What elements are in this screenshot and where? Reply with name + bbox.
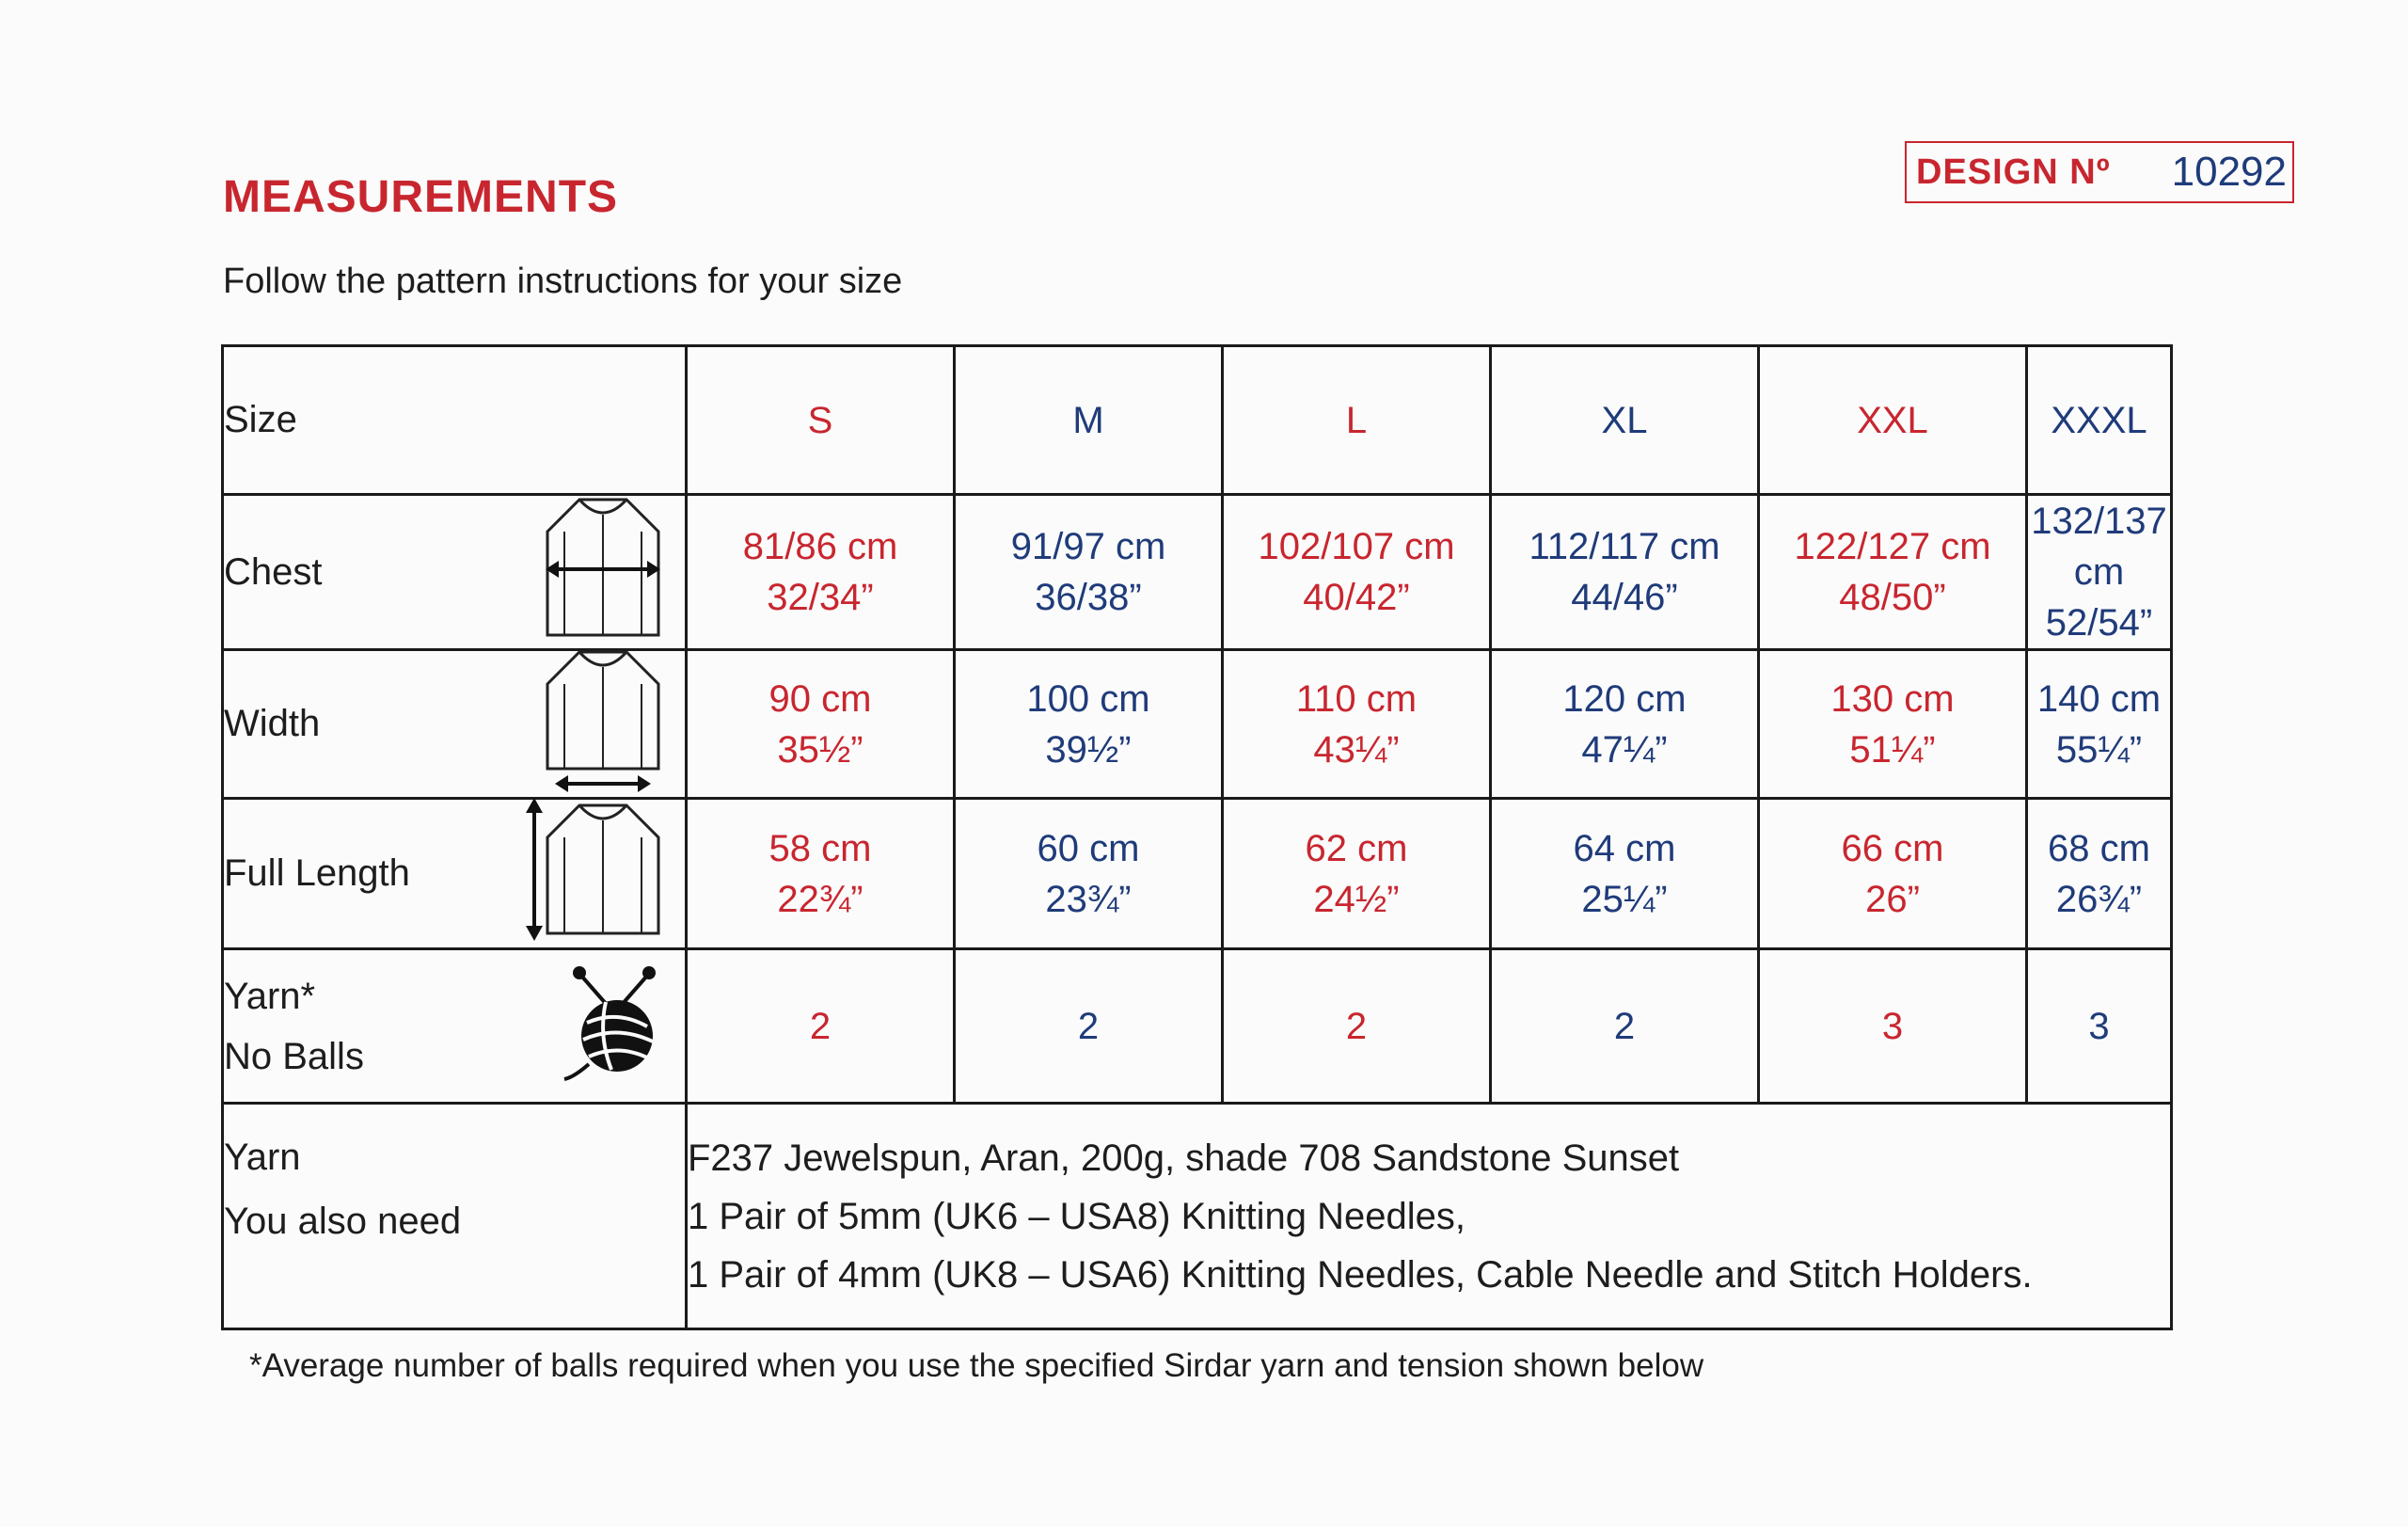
balls-m: 2 (955, 949, 1223, 1104)
yarn-ball-needles-icon (561, 961, 664, 1092)
width-row (223, 650, 2172, 799)
length-row (223, 799, 2172, 949)
width-label: Width (224, 703, 321, 744)
design-number-box (1905, 141, 2294, 203)
width-xxxl: 140 cm 55¼” (2027, 650, 2172, 799)
subtitle: Follow the pattern instructions for your size (223, 262, 903, 301)
balls-xxl: 3 (1759, 949, 2027, 1104)
length-label: Full Length (224, 852, 410, 894)
length-s: 58 cm 22¾” (687, 799, 955, 949)
balls-label-line2: No Balls (224, 1035, 364, 1077)
balls-xl: 2 (1491, 949, 1759, 1104)
width-xl: 120 cm 47¼” (1491, 650, 1759, 799)
balls-row (223, 949, 2172, 1104)
yarn-line-2: 1 Pair of 5mm (UK6 – USA8) Knitting Needles, (688, 1195, 1466, 1237)
length-xl: 64 cm 25¼” (1491, 799, 1759, 949)
size-row (223, 346, 2172, 495)
size-s: S (687, 346, 955, 495)
width-s: 90 cm 35½” (687, 650, 955, 799)
size-m: M (955, 346, 1223, 495)
chest-label: Chest (224, 550, 323, 593)
measurements-table (221, 344, 2173, 1330)
balls-xxxl: 3 (2027, 949, 2172, 1104)
length-m: 60 cm 23¾” (955, 799, 1223, 949)
length-l: 62 cm 24½” (1223, 799, 1491, 949)
balls-l: 2 (1223, 949, 1491, 1104)
yarn-details (687, 1104, 2172, 1329)
chest-xxl: 122/127 cm 48/50” (1759, 495, 2027, 650)
yarn-line-1: F237 Jewelspun, Aran, 200g, shade 708 Sandstone Sunset (688, 1137, 1680, 1179)
width-m: 100 cm 39½” (955, 650, 1223, 799)
size-l: L (1223, 346, 1491, 495)
yarn-row (223, 1104, 2172, 1329)
chest-row (223, 495, 2172, 650)
design-number: 10292 (2171, 149, 2287, 195)
length-xxxl: 68 cm 26¾” (2027, 799, 2172, 949)
length-xxl: 66 cm 26” (1759, 799, 2027, 949)
sweater-length-icon (523, 796, 664, 952)
balls-s: 2 (687, 949, 955, 1104)
chest-xxxl: 132/137 cm 52/54” (2027, 495, 2172, 650)
chest-m: 91/97 cm 36/38” (955, 495, 1223, 650)
page-title: MEASUREMENTS (223, 172, 619, 222)
chest-l: 102/107 cm 40/42” (1223, 495, 1491, 650)
also-need-label: You also need (224, 1201, 462, 1242)
size-xxl: XXL (1759, 346, 2027, 495)
chest-xl: 112/117 cm 44/46” (1491, 495, 1759, 650)
footnote: *Average number of balls required when you use the specified Sirdar yarn and tension shown below (249, 1347, 1704, 1384)
balls-label-line1: Yarn* (224, 975, 316, 1017)
yarn-label: Yarn (224, 1137, 301, 1178)
sweater-width-icon (542, 646, 664, 803)
yarn-line-3: 1 Pair of 4mm (UK8 – USA6) Knitting Needles, Cable Needle and Stitch Holders. (688, 1253, 2033, 1296)
size-xxxl: XXXL (2027, 346, 2172, 495)
chest-s: 81/86 cm 32/34” (687, 495, 955, 650)
size-xl: XL (1491, 346, 1759, 495)
width-xxl: 130 cm 51¼” (1759, 650, 2027, 799)
width-l: 110 cm 43¼” (1223, 650, 1491, 799)
size-label: Size (223, 346, 687, 495)
design-label: DESIGN Nº (1916, 151, 2111, 192)
sweater-chest-icon (542, 494, 664, 650)
